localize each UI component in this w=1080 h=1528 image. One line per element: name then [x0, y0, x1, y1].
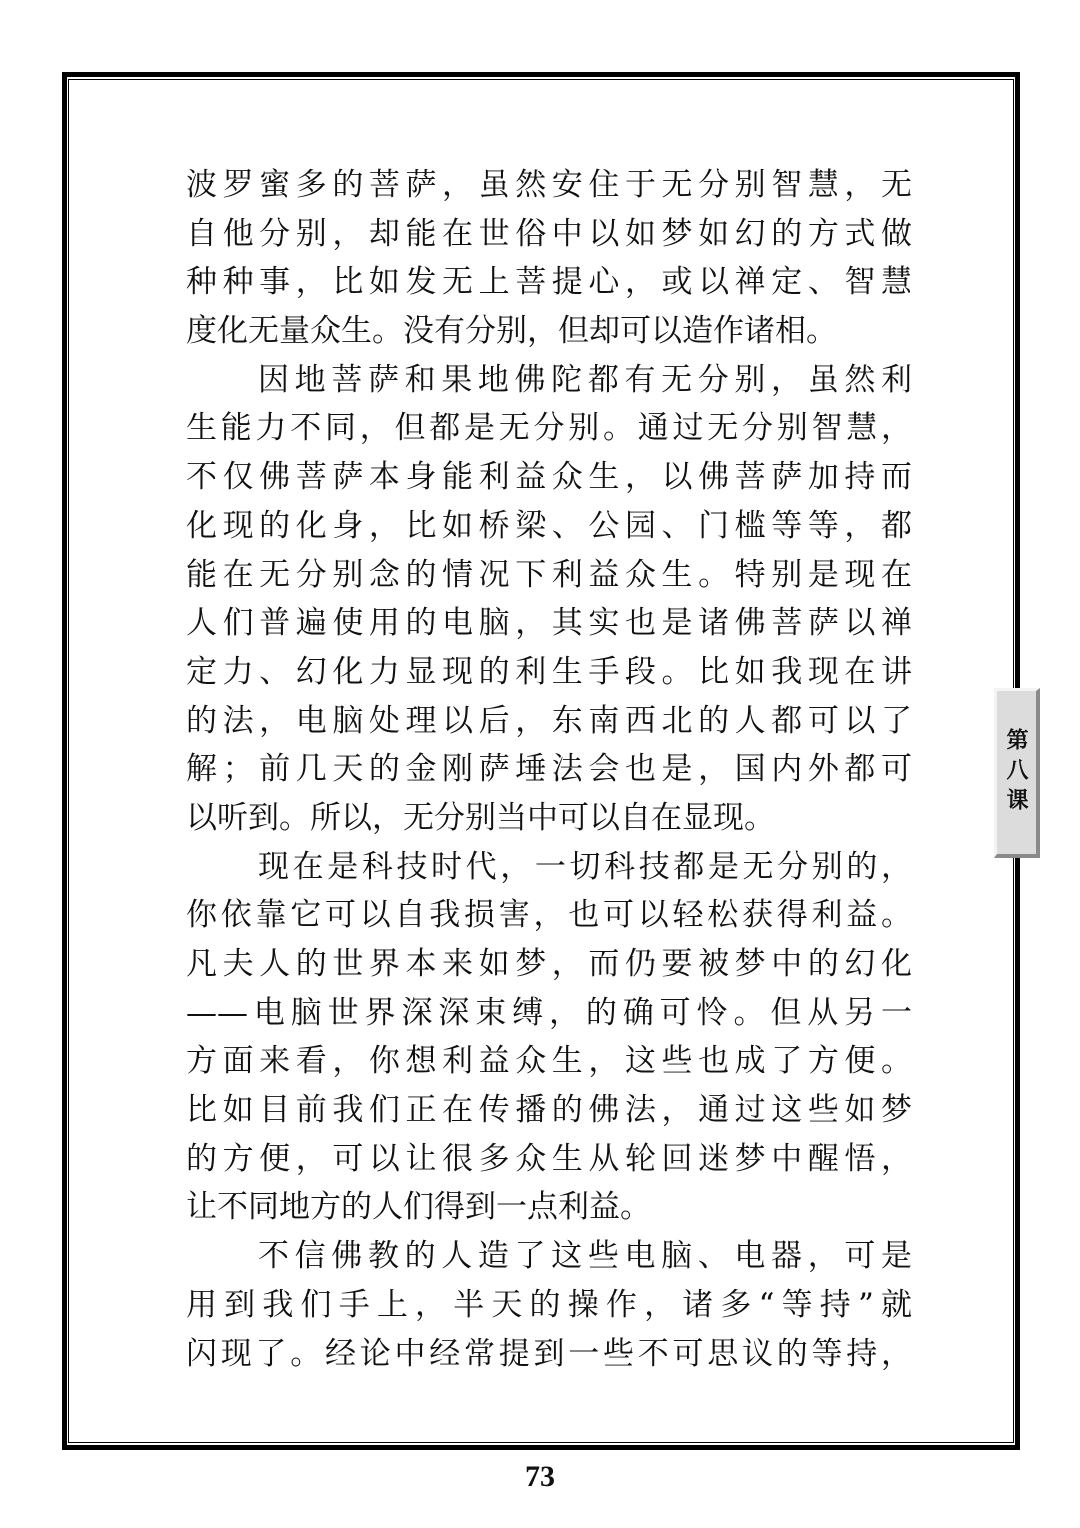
text-line: 定力、幻化力显现的利生手段。比如我现在讲 [186, 653, 912, 690]
paragraph-start-line: 不信佛教的人造了这些电脑、电器，可是 [258, 1238, 912, 1275]
text-line: 度化无量众生。没有分别，但却可以造作诸相。 [186, 313, 837, 350]
text-line: 你依靠它可以自我损害，也可以轻松获得利益。 [186, 897, 912, 934]
text-line: 能在无分别念的情况下利益众生。特别是现在 [186, 556, 912, 593]
text-line: 人们普遍使用的电脑，其实也是诸佛菩萨以禅 [186, 605, 912, 642]
text-line: 方面来看，你想利益众生，这些也成了方便。 [186, 1043, 912, 1080]
body-text [186, 161, 912, 1378]
paragraph-start-line: 现在是科技时代，一切科技都是无分别的， [258, 848, 912, 885]
text-line: 凡夫人的世界本来如梦，而仍要被梦中的幻化 [186, 946, 912, 982]
text-line: 用到我们手上，半天的操作，诸多“等持”就 [186, 1286, 912, 1323]
text-line: 生能力不同，但都是无分别。通过无分别智慧， [186, 410, 912, 447]
chapter-tab-label: 第八课 [1003, 727, 1029, 818]
text-line: 解；前几天的金刚萨埵法会也是，国内外都可 [186, 751, 912, 788]
text-line: 让不同地方的人们得到一点利益。 [186, 1189, 651, 1226]
page-number: 73 [525, 1460, 555, 1493]
text-line: 比如目前我们正在传播的佛法，通过这些如梦 [186, 1092, 912, 1129]
text-line: 种种事，比如发无上菩提心，或以禅定、智慧 [186, 264, 912, 301]
text-line: 化现的化身，比如桥梁、公园、门槛等等，都 [186, 507, 912, 544]
text-line: 的方便，可以让很多众生从轮回迷梦中醒悟， [186, 1140, 912, 1177]
text-line: ——电脑世界深深束缚，的确可怜。但从另一 [186, 994, 912, 1031]
text-line: 不仅佛菩萨本身能利益众生，以佛菩萨加持而 [186, 459, 912, 496]
text-line: 闪现了。经论中经常提到一些不可思议的等持， [186, 1335, 912, 1372]
chapter-tab [994, 688, 1040, 858]
text-line: 波罗蜜多的菩萨，虽然安住于无分别智慧，无 [186, 167, 912, 203]
paragraph-start-line: 因地菩萨和果地佛陀都有无分别，虽然利 [258, 361, 912, 398]
text-line: 的法，电脑处理以后，东南西北的人都可以了 [186, 702, 912, 739]
text-line: 以听到。所以，无分别当中可以自在显现。 [186, 799, 775, 836]
text-line: 自他分别，却能在世俗中以如梦如幻的方式做 [186, 215, 912, 252]
